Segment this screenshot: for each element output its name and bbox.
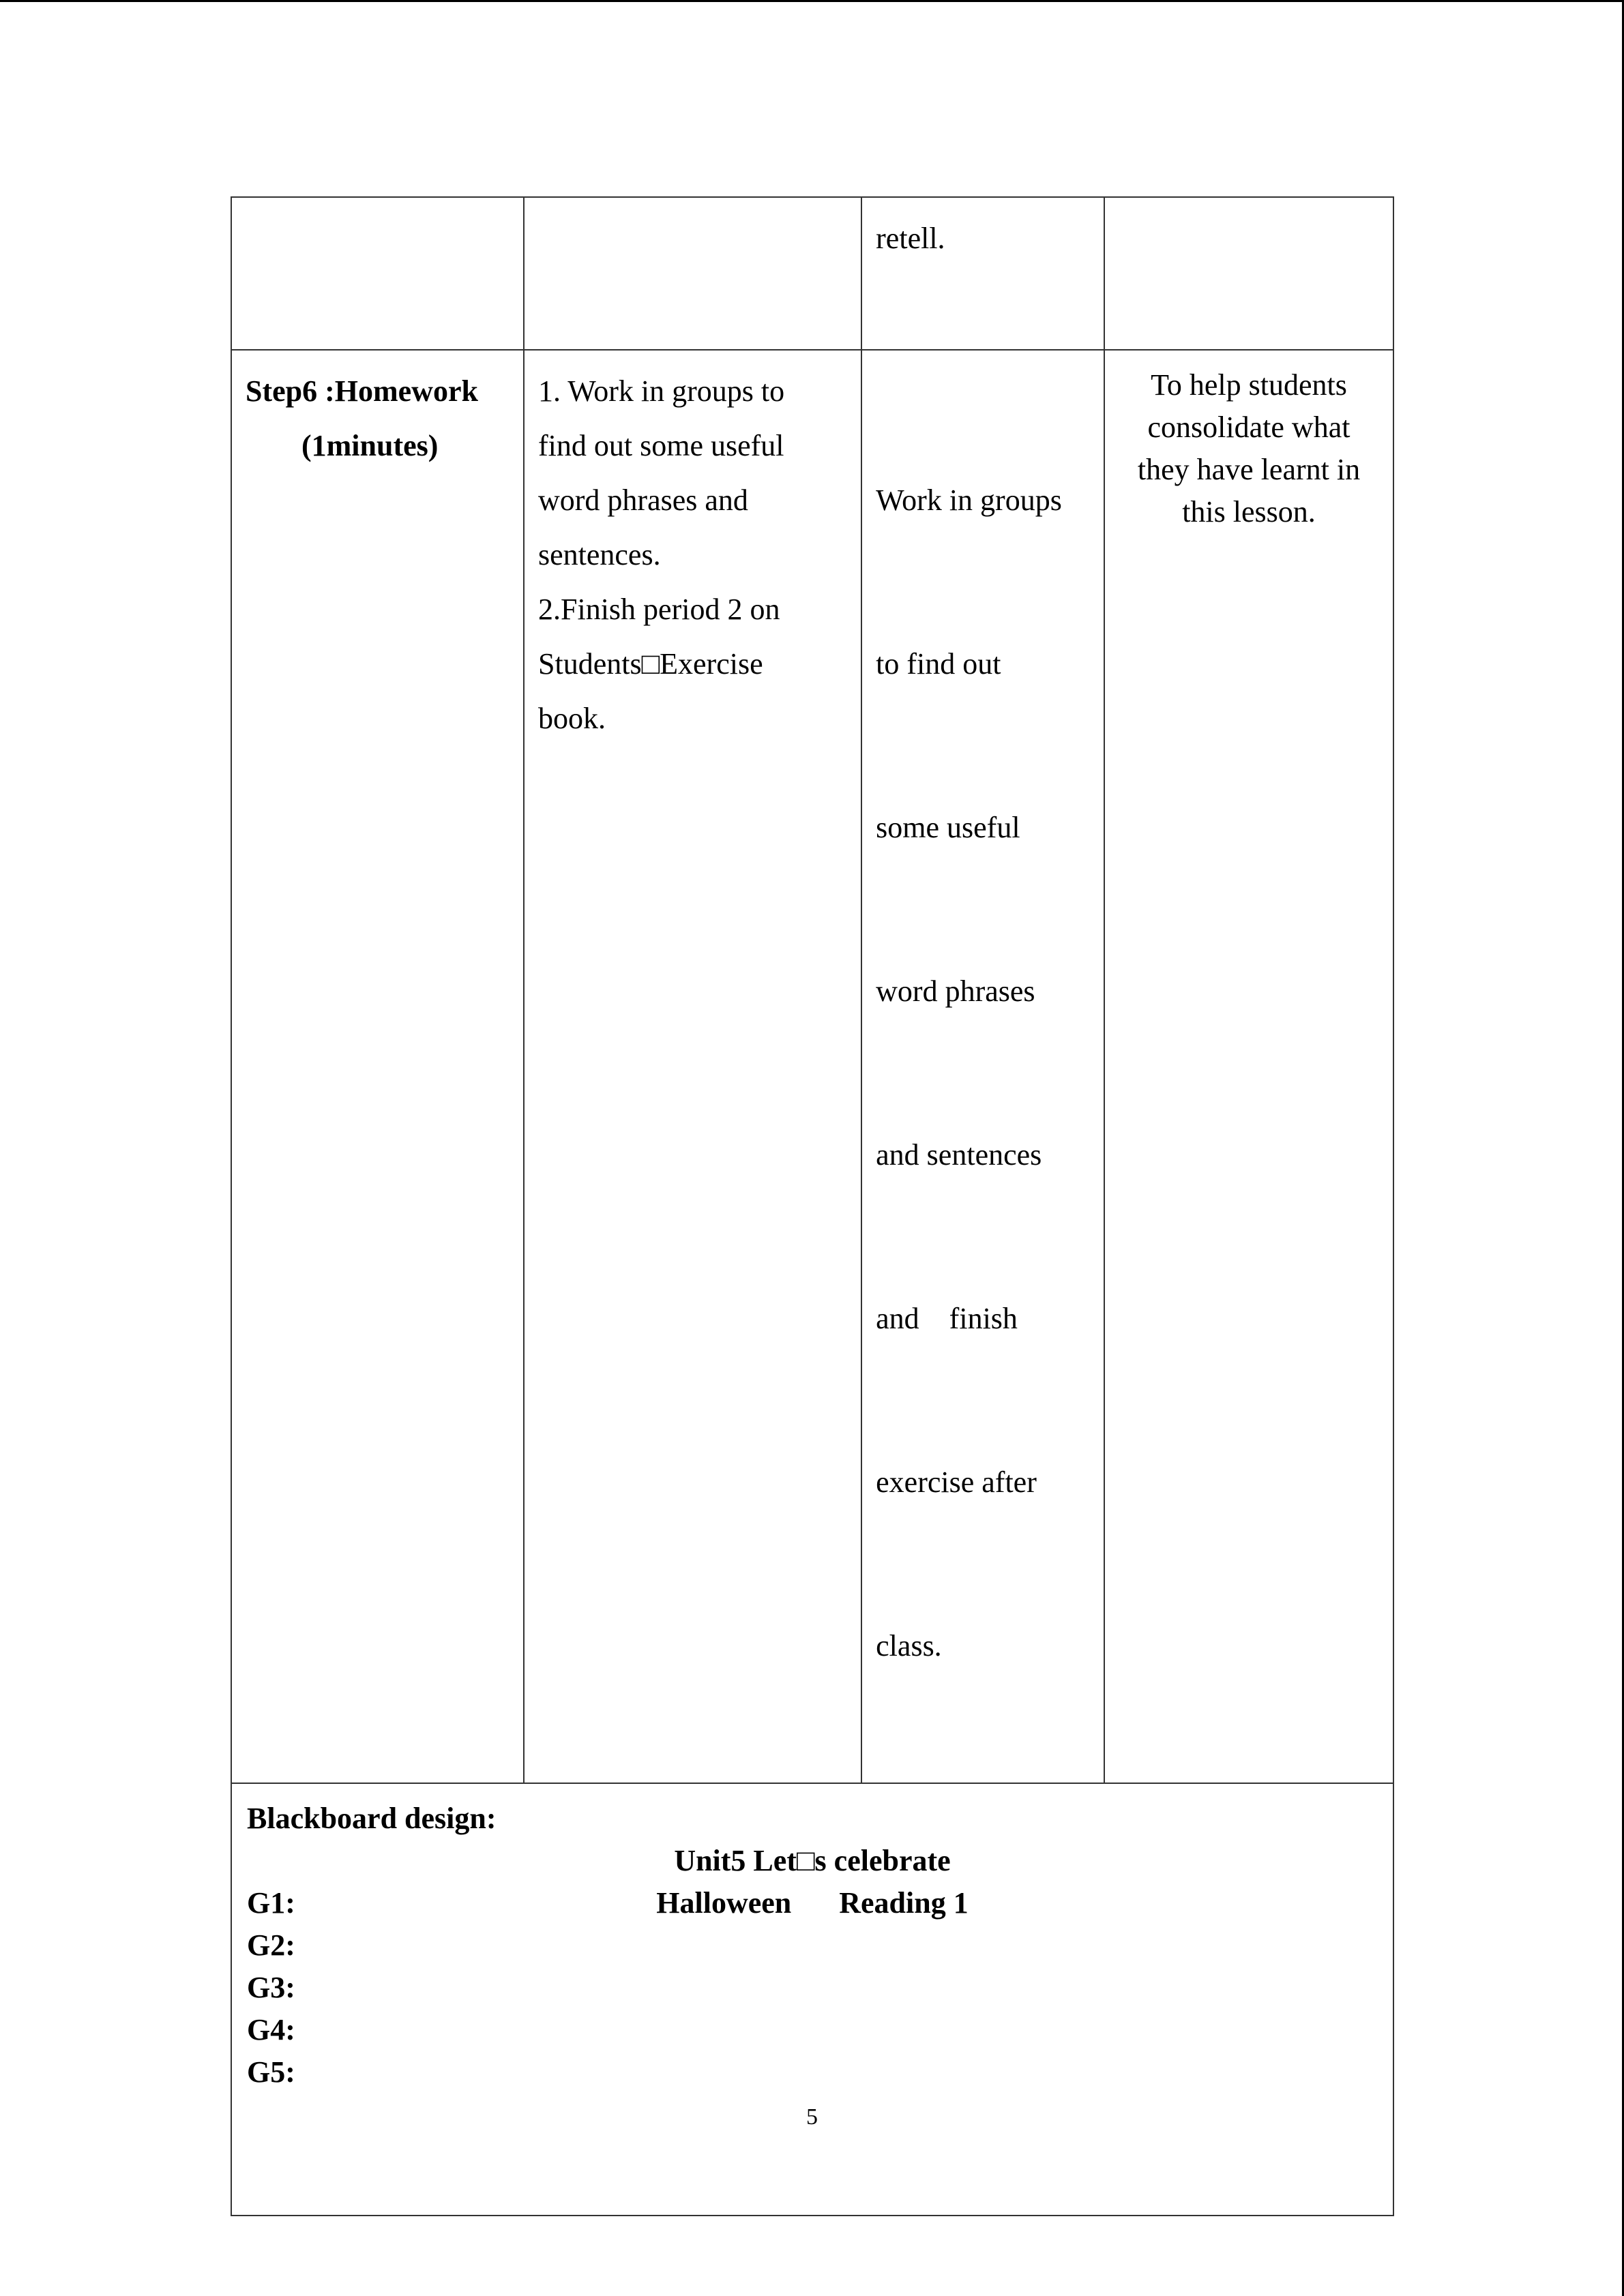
group-label: G2: (247, 1928, 295, 1962)
retell-text: retell. (876, 222, 945, 255)
cell-empty-step (231, 197, 524, 350)
group-label: G3: (247, 1971, 295, 2004)
page-number: 5 (806, 2104, 818, 2130)
text-line: exercise after (876, 1465, 1037, 1499)
text-line: book. (538, 702, 606, 735)
cell-student-activity (861, 350, 1104, 1783)
text-line: some useful (876, 811, 1020, 844)
text-line: word phrases and (538, 483, 748, 517)
blackboard-heading: Blackboard design: (247, 1802, 497, 1835)
cell-step-title (231, 350, 524, 1783)
text-line: they have learnt in (1137, 453, 1361, 486)
blackboard-title-line2 (232, 1882, 1393, 1924)
group-label: G4: (247, 2013, 295, 2046)
text-line: this lesson. (1182, 495, 1316, 528)
blackboard-design (232, 1784, 1393, 2215)
page-top-border (0, 0, 1624, 2)
text-line: sentences. (538, 538, 661, 571)
table-row-step6 (231, 350, 1393, 1783)
text-line: and finish (876, 1302, 1018, 1335)
step-title (232, 351, 523, 473)
cell-empty-teacher (524, 197, 861, 350)
purpose-text (1105, 351, 1393, 533)
cell-empty-purpose (1104, 197, 1393, 350)
table-row-retell (231, 197, 1393, 350)
text-line: 2.Finish period 2 on (538, 593, 780, 626)
table-row-blackboard (231, 1783, 1393, 2216)
student-activity-text (862, 351, 1104, 1783)
cell-teacher-activity (524, 350, 861, 1783)
text-line: 1. Work in groups to (538, 374, 785, 408)
blackboard-title-reading: Reading 1 (839, 1886, 969, 1920)
lesson-plan-table (231, 196, 1394, 2216)
text-line: Work in groups (876, 483, 1062, 517)
group-list (247, 1882, 295, 2093)
teacher-activity-text (525, 351, 861, 746)
step-title-line2: (1minutes) (301, 429, 439, 462)
cell-retell (861, 197, 1104, 350)
cell-purpose (1104, 350, 1393, 1783)
text-line: Students□Exercise (538, 647, 763, 681)
text-line: To help students (1151, 368, 1347, 402)
blackboard-title-halloween: Halloween (656, 1886, 792, 1920)
cell-blackboard-design (231, 1783, 1393, 2216)
group-label: G5: (247, 2055, 295, 2089)
step-title-line1: Step6 :Homework (246, 374, 478, 408)
text-line: find out some useful (538, 429, 784, 462)
text-line: to find out (876, 647, 1001, 681)
text-line: word phrases (876, 974, 1035, 1008)
text-line: class. (876, 1629, 942, 1663)
text-line: consolidate what (1147, 411, 1350, 444)
blackboard-title-line1: Unit5 Let□s celebrate (674, 1844, 951, 1877)
text-line: and sentences (876, 1138, 1042, 1172)
group-label: G1: (247, 1886, 295, 1920)
